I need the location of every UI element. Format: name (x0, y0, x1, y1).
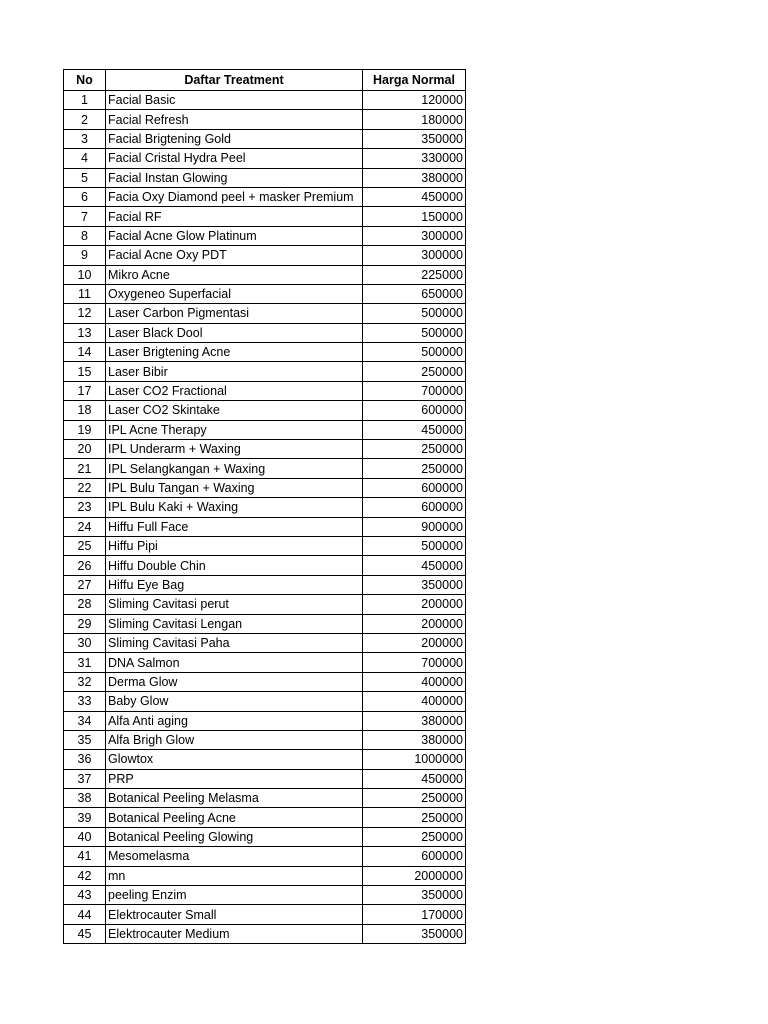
row-number: 42 (64, 866, 106, 885)
treatment-name: Botanical Peeling Acne (106, 808, 363, 827)
row-number: 38 (64, 789, 106, 808)
row-number: 14 (64, 343, 106, 362)
treatment-name: Botanical Peeling Glowing (106, 827, 363, 846)
row-number: 22 (64, 478, 106, 497)
table-row (64, 750, 466, 769)
table-row (64, 847, 466, 866)
treatment-name: Facial Acne Oxy PDT (106, 246, 363, 265)
row-number: 45 (64, 924, 106, 943)
treatment-price: 500000 (363, 536, 466, 555)
table-row (64, 924, 466, 943)
table-row (64, 769, 466, 788)
row-number: 5 (64, 168, 106, 187)
row-number: 17 (64, 381, 106, 400)
treatment-price: 400000 (363, 672, 466, 691)
row-number: 6 (64, 187, 106, 206)
treatment-name: Laser Carbon Pigmentasi (106, 304, 363, 323)
treatment-price: 600000 (363, 478, 466, 497)
treatment-price: 330000 (363, 149, 466, 168)
treatment-name: Hiffu Pipi (106, 536, 363, 555)
treatment-price: 650000 (363, 284, 466, 303)
table-row (64, 517, 466, 536)
table-row (64, 789, 466, 808)
table-row (64, 226, 466, 245)
treatment-name: Botanical Peeling Melasma (106, 789, 363, 808)
treatment-name: Alfa Anti aging (106, 711, 363, 730)
treatment-price: 380000 (363, 730, 466, 749)
header-price: Harga Normal (363, 70, 466, 91)
table-row (64, 129, 466, 148)
treatment-price: 450000 (363, 187, 466, 206)
treatment-price: 450000 (363, 769, 466, 788)
treatment-name: Laser Brigtening Acne (106, 343, 363, 362)
treatment-price-table (63, 69, 466, 944)
row-number: 11 (64, 284, 106, 303)
treatment-price: 500000 (363, 343, 466, 362)
header-treatment: Daftar Treatment (106, 70, 363, 91)
treatment-name: Laser Black Dool (106, 323, 363, 342)
treatment-name: IPL Selangkangan + Waxing (106, 459, 363, 478)
treatment-name: Glowtox (106, 750, 363, 769)
treatment-name: Derma Glow (106, 672, 363, 691)
table-row (64, 246, 466, 265)
row-number: 2 (64, 110, 106, 129)
treatment-name: Sliming Cavitasi Lengan (106, 614, 363, 633)
row-number: 18 (64, 401, 106, 420)
treatment-name: IPL Acne Therapy (106, 420, 363, 439)
table-row (64, 168, 466, 187)
table-row (64, 886, 466, 905)
header-no: No (64, 70, 106, 91)
treatment-name: Oxygeneo Superfacial (106, 284, 363, 303)
treatment-price: 250000 (363, 440, 466, 459)
table-row (64, 653, 466, 672)
table-row (64, 575, 466, 594)
treatment-name: Facia Oxy Diamond peel + masker Premium (106, 187, 363, 206)
row-number: 31 (64, 653, 106, 672)
treatment-price: 500000 (363, 304, 466, 323)
row-number: 4 (64, 149, 106, 168)
treatment-price: 700000 (363, 381, 466, 400)
row-number: 26 (64, 556, 106, 575)
treatment-price: 300000 (363, 246, 466, 265)
treatment-price: 120000 (363, 91, 466, 110)
treatment-name: Hiffu Double Chin (106, 556, 363, 575)
table-row (64, 110, 466, 129)
table-row (64, 265, 466, 284)
table-row (64, 556, 466, 575)
treatment-price: 250000 (363, 459, 466, 478)
table-row (64, 459, 466, 478)
treatment-name: Facial Instan Glowing (106, 168, 363, 187)
table-row (64, 187, 466, 206)
row-number: 25 (64, 536, 106, 555)
treatment-name: Facial Refresh (106, 110, 363, 129)
treatment-price: 180000 (363, 110, 466, 129)
treatment-name: IPL Bulu Tangan + Waxing (106, 478, 363, 497)
treatment-price: 600000 (363, 401, 466, 420)
treatment-price: 380000 (363, 168, 466, 187)
row-number: 29 (64, 614, 106, 633)
table-row (64, 284, 466, 303)
treatment-price: 250000 (363, 789, 466, 808)
row-number: 10 (64, 265, 106, 284)
table-row (64, 420, 466, 439)
treatment-price: 350000 (363, 575, 466, 594)
row-number: 30 (64, 633, 106, 652)
row-number: 12 (64, 304, 106, 323)
row-number: 35 (64, 730, 106, 749)
treatment-name: Laser CO2 Fractional (106, 381, 363, 400)
treatment-price: 170000 (363, 905, 466, 924)
treatment-name: Elektrocauter Small (106, 905, 363, 924)
treatment-price: 300000 (363, 226, 466, 245)
treatment-name: Sliming Cavitasi Paha (106, 633, 363, 652)
row-number: 1 (64, 91, 106, 110)
row-number: 27 (64, 575, 106, 594)
treatment-name: Hiffu Full Face (106, 517, 363, 536)
row-number: 24 (64, 517, 106, 536)
row-number: 40 (64, 827, 106, 846)
treatment-price: 350000 (363, 886, 466, 905)
table-row (64, 905, 466, 924)
treatment-name: DNA Salmon (106, 653, 363, 672)
treatment-price: 450000 (363, 556, 466, 575)
treatment-name: PRP (106, 769, 363, 788)
treatment-name: IPL Bulu Kaki + Waxing (106, 498, 363, 517)
table-row (64, 827, 466, 846)
treatment-price: 380000 (363, 711, 466, 730)
treatment-price: 350000 (363, 924, 466, 943)
treatment-name: Facial Cristal Hydra Peel (106, 149, 363, 168)
treatment-price: 600000 (363, 847, 466, 866)
table-row (64, 381, 466, 400)
row-number: 23 (64, 498, 106, 517)
row-number: 43 (64, 886, 106, 905)
treatment-name: peeling Enzim (106, 886, 363, 905)
row-number: 28 (64, 595, 106, 614)
treatment-price: 2000000 (363, 866, 466, 885)
treatment-name: Laser CO2 Skintake (106, 401, 363, 420)
treatment-price: 500000 (363, 323, 466, 342)
table-row (64, 343, 466, 362)
table-row (64, 692, 466, 711)
treatment-price: 900000 (363, 517, 466, 536)
treatment-price: 225000 (363, 265, 466, 284)
table-row (64, 440, 466, 459)
table-row (64, 91, 466, 110)
row-number: 7 (64, 207, 106, 226)
row-number: 8 (64, 226, 106, 245)
row-number: 34 (64, 711, 106, 730)
table-row (64, 478, 466, 497)
row-number: 13 (64, 323, 106, 342)
treatment-price: 250000 (363, 827, 466, 846)
table-row (64, 362, 466, 381)
treatment-name: Sliming Cavitasi perut (106, 595, 363, 614)
treatment-name: Facial RF (106, 207, 363, 226)
treatment-name: Facial Brigtening Gold (106, 129, 363, 148)
treatment-price: 250000 (363, 362, 466, 381)
row-number: 39 (64, 808, 106, 827)
table-row (64, 536, 466, 555)
treatment-name: Mikro Acne (106, 265, 363, 284)
row-number: 44 (64, 905, 106, 924)
table-row (64, 672, 466, 691)
treatment-price: 200000 (363, 595, 466, 614)
table-row (64, 866, 466, 885)
treatment-price: 200000 (363, 614, 466, 633)
row-number: 36 (64, 750, 106, 769)
table-row (64, 323, 466, 342)
table-row (64, 595, 466, 614)
table-row (64, 633, 466, 652)
treatment-price: 250000 (363, 808, 466, 827)
treatment-price: 200000 (363, 633, 466, 652)
treatment-name: Alfa Brigh Glow (106, 730, 363, 749)
row-number: 37 (64, 769, 106, 788)
treatment-name: Baby Glow (106, 692, 363, 711)
row-number: 32 (64, 672, 106, 691)
treatment-price: 700000 (363, 653, 466, 672)
treatment-price-sheet (63, 69, 466, 944)
row-number: 15 (64, 362, 106, 381)
treatment-name: Hiffu Eye Bag (106, 575, 363, 594)
treatment-name: mn (106, 866, 363, 885)
table-row (64, 808, 466, 827)
treatment-price: 600000 (363, 498, 466, 517)
table-row (64, 730, 466, 749)
treatment-name: IPL Underarm + Waxing (106, 440, 363, 459)
table-body (64, 91, 466, 944)
table-row (64, 711, 466, 730)
treatment-name: Facial Acne Glow Platinum (106, 226, 363, 245)
table-row (64, 304, 466, 323)
table-row (64, 149, 466, 168)
treatment-price: 400000 (363, 692, 466, 711)
row-number: 33 (64, 692, 106, 711)
treatment-price: 150000 (363, 207, 466, 226)
treatment-name: Elektrocauter Medium (106, 924, 363, 943)
treatment-name: Mesomelasma (106, 847, 363, 866)
treatment-price: 1000000 (363, 750, 466, 769)
row-number: 41 (64, 847, 106, 866)
row-number: 20 (64, 440, 106, 459)
treatment-price: 350000 (363, 129, 466, 148)
table-row (64, 498, 466, 517)
table-header-row (64, 70, 466, 91)
row-number: 9 (64, 246, 106, 265)
treatment-price: 450000 (363, 420, 466, 439)
treatment-name: Facial Basic (106, 91, 363, 110)
table-row (64, 401, 466, 420)
row-number: 21 (64, 459, 106, 478)
row-number: 19 (64, 420, 106, 439)
row-number: 3 (64, 129, 106, 148)
table-row (64, 614, 466, 633)
treatment-name: Laser Bibir (106, 362, 363, 381)
table-row (64, 207, 466, 226)
